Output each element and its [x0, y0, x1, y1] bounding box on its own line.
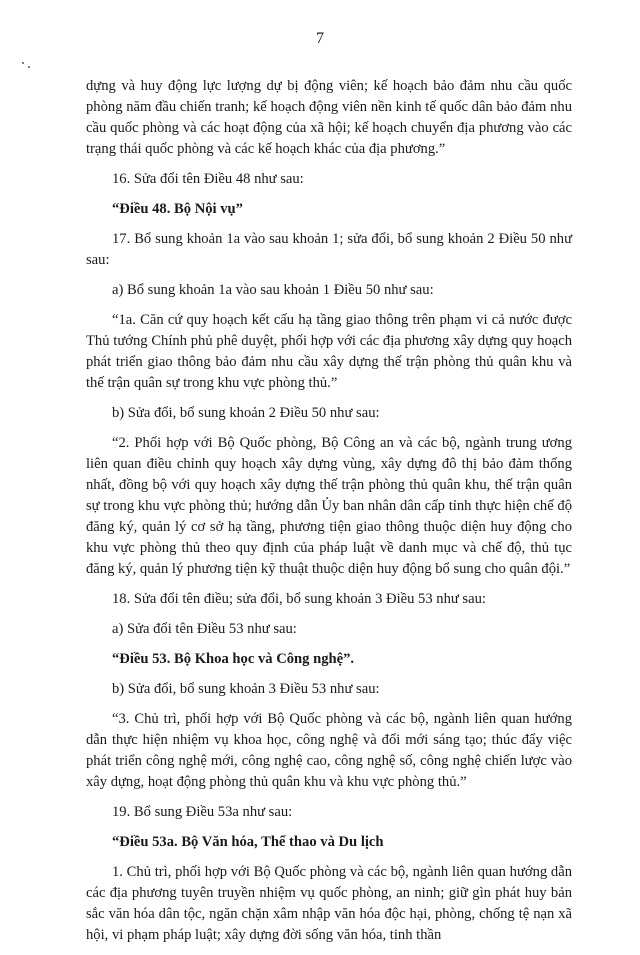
clause-2-text: “2. Phối hợp với Bộ Quốc phòng, Bộ Công an và các bộ, ngành trung ương liên quan điều chỉnh quy hoạch xây dựng vùng, xây dựng đô thị bảo đảm thống nhất, đồng bộ với quy hoạch xây dựng thế trận phòng thủ quân khu, thế trận quân sự trong khu vực phòng thủ; hướng dẫn Ủy ban nhân dân cấp tỉnh thực hiện chế độ đăng ký, quản lý cơ sở hạ tầng, phương tiện giao thông thuộc diện huy động cho khu vực phòng thủ theo quy định của pháp luật về danh mục và chế độ, thủ tục đăng ký, quản lý phương tiện kỹ thuật thuộc diện huy động bổ sung cho quân đội.”: [86, 435, 572, 577]
clause-1a-text: “1a. Căn cứ quy hoạch kết cấu hạ tầng giao thông trên phạm vi cả nước được Thủ tướng Chính phủ phê duyệt, phối hợp với các địa phương xây dựng quy hoạch phát triển giao thông bảo đảm nhu cầu xây dựng thế trận phòng thủ quân khu và thế trận quân sự trong khu vực phòng thủ.”: [86, 312, 572, 391]
amendment-item-16: 16. Sửa đổi tên Điều 48 như sau:: [112, 171, 304, 187]
amendment-18a: a) Sửa đổi tên Điều 53 như sau:: [112, 621, 297, 637]
scan-speck: [22, 62, 24, 64]
amendment-item-17: 17. Bổ sung khoản 1a vào sau khoản 1; sửa đổi, bổ sung khoản 2 Điều 50 như sau:: [86, 231, 572, 268]
paragraph-continuation: dựng và huy động lực lượng dự bị động viên; kế hoạch bảo đảm nhu cầu quốc phòng năm đầu chiến tranh; kế hoạch động viên nền kinh tế quốc dân bảo đảm nhu cầu quốc phòng và các hoạt động của xã hội; kế hoạch chuyển địa phương vào các trạng thái quốc phòng và các kế hoạch khác của địa phương.”: [86, 78, 572, 157]
clause-3-text: “3. Chủ trì, phối hợp với Bộ Quốc phòng và các bộ, ngành liên quan hướng dẫn thực hiện nhiệm vụ khoa học, công nghệ và đổi mới sáng tạo; thúc đẩy việc phát triển công nghệ mới, công nghệ cao, công nghệ số, công nghệ chiến lược vào xây dựng, hoạt động phòng thủ quân khu và khu vực phòng thủ.”: [86, 711, 572, 790]
amendment-item-18: 18. Sửa đổi tên điều; sửa đổi, bổ sung khoản 3 Điều 53 như sau:: [112, 591, 486, 607]
article-53a-heading: “Điều 53a. Bộ Văn hóa, Thể thao và Du lịch: [112, 834, 384, 850]
article-53-heading: “Điều 53. Bộ Khoa học và Công nghệ”.: [112, 651, 355, 667]
scan-speck: [28, 66, 30, 68]
amendment-17a: a) Bổ sung khoản 1a vào sau khoản 1 Điều 50 như sau:: [112, 282, 434, 298]
amendment-18b: b) Sửa đổi, bổ sung khoản 3 Điều 53 như sau:: [112, 681, 380, 697]
page-number: 7: [316, 30, 324, 47]
amendment-17b: b) Sửa đổi, bổ sung khoản 2 Điều 50 như sau:: [112, 405, 380, 421]
document-body: [86, 76, 572, 955]
amendment-item-19: 19. Bổ sung Điều 53a như sau:: [112, 804, 293, 820]
article-48-heading: “Điều 48. Bộ Nội vụ”: [112, 201, 243, 217]
article-53a-clause-1: 1. Chủ trì, phối hợp với Bộ Quốc phòng và các bộ, ngành liên quan hướng dẫn các địa phương tuyên truyền nhiệm vụ quốc phòng, an ninh; giữ gìn phát huy bản sắc văn hóa dân tộc, ngăn chặn xâm nhập văn hóa độc hại, phòng, chống tệ nạn xã hội, vi phạm pháp luật; xây dựng đời sống văn hóa, tinh thần: [86, 864, 572, 943]
